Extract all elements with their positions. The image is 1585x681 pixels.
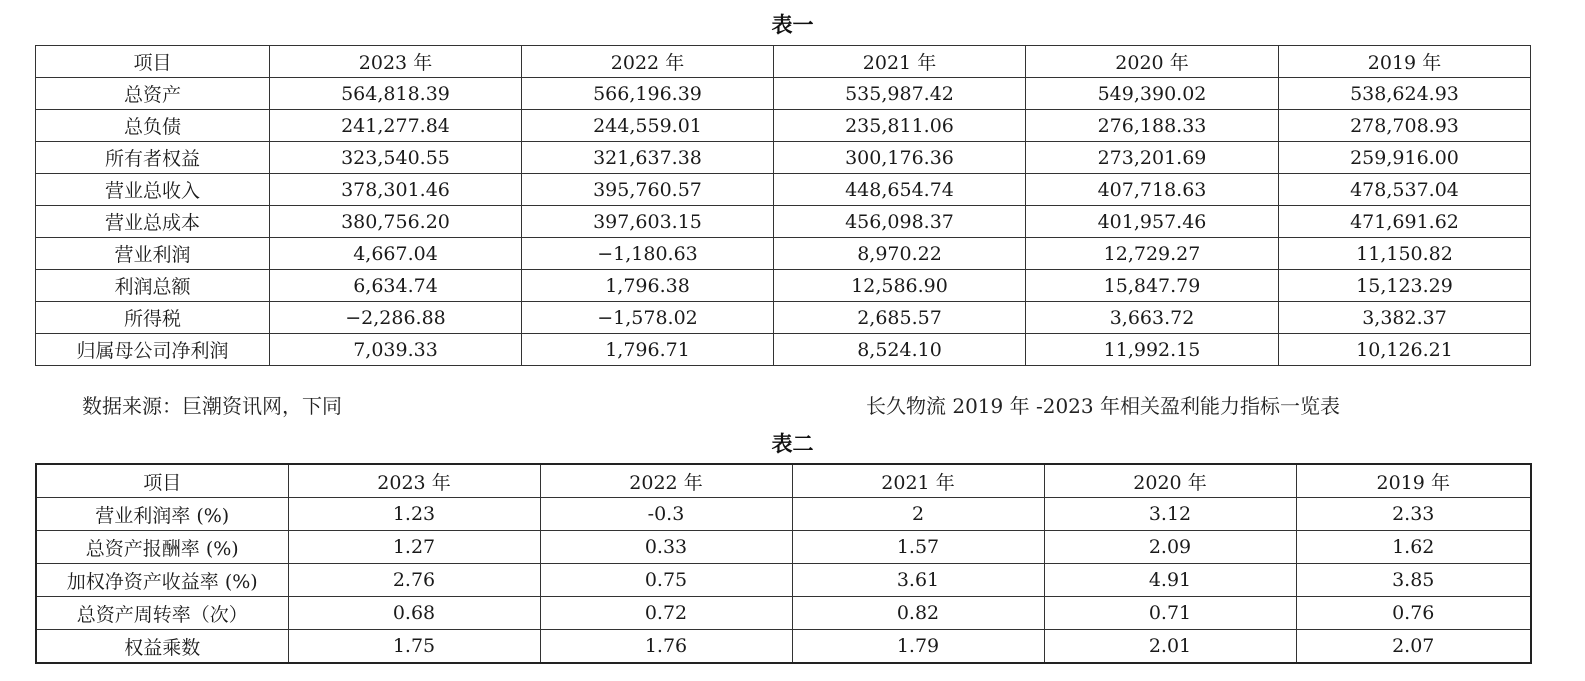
table-cell: 378,301.46 <box>270 174 522 206</box>
table-cell: 276,188.33 <box>1026 110 1279 142</box>
table-cell: 6,634.74 <box>270 270 522 302</box>
financial-summary-table <box>35 45 1531 366</box>
table-row <box>36 498 1531 531</box>
row-label: 利润总额 <box>36 270 270 302</box>
table-row <box>36 206 1531 238</box>
row-label: 加权净资产收益率 (%) <box>36 564 288 597</box>
table-cell: 259,916.00 <box>1279 142 1531 174</box>
table-cell: 8,970.22 <box>774 238 1026 270</box>
table-cell: 11,150.82 <box>1279 238 1531 270</box>
table-cell: 1.75 <box>288 630 540 664</box>
profitability-ratio-table <box>35 463 1532 664</box>
table-row <box>36 270 1531 302</box>
header-cell: 项目 <box>36 464 288 498</box>
table-cell: 244,559.01 <box>522 110 774 142</box>
table-2-caption: 表二 <box>771 432 814 456</box>
table-cell: 4.91 <box>1044 564 1296 597</box>
table-cell: 278,708.93 <box>1279 110 1531 142</box>
table-cell: −1,180.63 <box>522 238 774 270</box>
table-cell: 10,126.21 <box>1279 334 1531 366</box>
header-cell: 2020 年 <box>1044 464 1296 498</box>
row-label: 所得税 <box>36 302 270 334</box>
table-cell: 538,624.93 <box>1279 78 1531 110</box>
table-cell: 448,654.74 <box>774 174 1026 206</box>
row-label: 权益乘数 <box>36 630 288 664</box>
table-cell: 2.07 <box>1296 630 1531 664</box>
header-cell: 2020 年 <box>1026 46 1279 78</box>
row-label: 营业总成本 <box>36 206 270 238</box>
table-cell: 1.76 <box>540 630 792 664</box>
table-cell: 0.76 <box>1296 597 1531 630</box>
header-cell: 2021 年 <box>774 46 1026 78</box>
data-source-note: 数据来源：巨潮资讯网，下同 <box>82 394 342 418</box>
table-cell: 0.33 <box>540 531 792 564</box>
table-cell: 2,685.57 <box>774 302 1026 334</box>
row-label: 归属母公司净利润 <box>36 334 270 366</box>
header-cell: 2019 年 <box>1296 464 1531 498</box>
table-cell: -0.3 <box>540 498 792 531</box>
table-row <box>36 531 1531 564</box>
header-cell: 2021 年 <box>792 464 1044 498</box>
table-cell: 2 <box>792 498 1044 531</box>
table-cell: 1.23 <box>288 498 540 531</box>
table-cell: −1,578.02 <box>522 302 774 334</box>
table-cell: 1,796.38 <box>522 270 774 302</box>
header-cell: 项目 <box>36 46 270 78</box>
table-cell: 380,756.20 <box>270 206 522 238</box>
table-row <box>36 630 1531 664</box>
table-cell: 549,390.02 <box>1026 78 1279 110</box>
table-row <box>36 110 1531 142</box>
header-cell: 2022 年 <box>522 46 774 78</box>
table-header-row <box>36 464 1531 498</box>
row-label: 所有者权益 <box>36 142 270 174</box>
table-cell: 2.01 <box>1044 630 1296 664</box>
table-cell: 2.76 <box>288 564 540 597</box>
table-cell: −2,286.88 <box>270 302 522 334</box>
table-cell: 300,176.36 <box>774 142 1026 174</box>
row-label: 营业利润率 (%) <box>36 498 288 531</box>
table-cell: 0.75 <box>540 564 792 597</box>
table-cell: 0.68 <box>288 597 540 630</box>
table-cell: 3.61 <box>792 564 1044 597</box>
table-cell: 456,098.37 <box>774 206 1026 238</box>
table-cell: 323,540.55 <box>270 142 522 174</box>
table-cell: 8,524.10 <box>774 334 1026 366</box>
table-1-caption: 表一 <box>771 13 814 37</box>
table-cell: 321,637.38 <box>522 142 774 174</box>
table-cell: 2.33 <box>1296 498 1531 531</box>
row-label: 营业利润 <box>36 238 270 270</box>
table-cell: 12,729.27 <box>1026 238 1279 270</box>
table-cell: 235,811.06 <box>774 110 1026 142</box>
table-title-note: 长久物流 2019 年 -2023 年相关盈利能力指标一览表 <box>866 394 1340 418</box>
row-label: 营业总收入 <box>36 174 270 206</box>
table-cell: 15,847.79 <box>1026 270 1279 302</box>
table-cell: 395,760.57 <box>522 174 774 206</box>
table-row <box>36 334 1531 366</box>
table-cell: 1.27 <box>288 531 540 564</box>
table-header-row <box>36 46 1531 78</box>
table-cell: 11,992.15 <box>1026 334 1279 366</box>
row-label: 总资产 <box>36 78 270 110</box>
table-cell: 1,796.71 <box>522 334 774 366</box>
table-cell: 4,667.04 <box>270 238 522 270</box>
table-cell: 564,818.39 <box>270 78 522 110</box>
table-cell: 1.62 <box>1296 531 1531 564</box>
table-cell: 273,201.69 <box>1026 142 1279 174</box>
table-cell: 566,196.39 <box>522 78 774 110</box>
table-cell: 7,039.33 <box>270 334 522 366</box>
header-cell: 2023 年 <box>288 464 540 498</box>
table-cell: 0.71 <box>1044 597 1296 630</box>
table-cell: 397,603.15 <box>522 206 774 238</box>
table-cell: 535,987.42 <box>774 78 1026 110</box>
table-cell: 0.72 <box>540 597 792 630</box>
table-cell: 241,277.84 <box>270 110 522 142</box>
table-row <box>36 78 1531 110</box>
row-label: 总负债 <box>36 110 270 142</box>
header-cell: 2023 年 <box>270 46 522 78</box>
table-cell: 3,382.37 <box>1279 302 1531 334</box>
table-row <box>36 142 1531 174</box>
table-cell: 478,537.04 <box>1279 174 1531 206</box>
table-cell: 2.09 <box>1044 531 1296 564</box>
table-row <box>36 564 1531 597</box>
table-cell: 3,663.72 <box>1026 302 1279 334</box>
table-row <box>36 238 1531 270</box>
table-cell: 3.85 <box>1296 564 1531 597</box>
table-cell: 12,586.90 <box>774 270 1026 302</box>
table-cell: 401,957.46 <box>1026 206 1279 238</box>
table-cell: 471,691.62 <box>1279 206 1531 238</box>
table-cell: 3.12 <box>1044 498 1296 531</box>
row-label: 总资产周转率（次） <box>36 597 288 630</box>
header-cell: 2019 年 <box>1279 46 1531 78</box>
table-row <box>36 597 1531 630</box>
table-cell: 407,718.63 <box>1026 174 1279 206</box>
table-cell: 0.82 <box>792 597 1044 630</box>
table-cell: 15,123.29 <box>1279 270 1531 302</box>
row-label: 总资产报酬率 (%) <box>36 531 288 564</box>
table-cell: 1.57 <box>792 531 1044 564</box>
table-row <box>36 174 1531 206</box>
table-row <box>36 302 1531 334</box>
table-cell: 1.79 <box>792 630 1044 664</box>
header-cell: 2022 年 <box>540 464 792 498</box>
